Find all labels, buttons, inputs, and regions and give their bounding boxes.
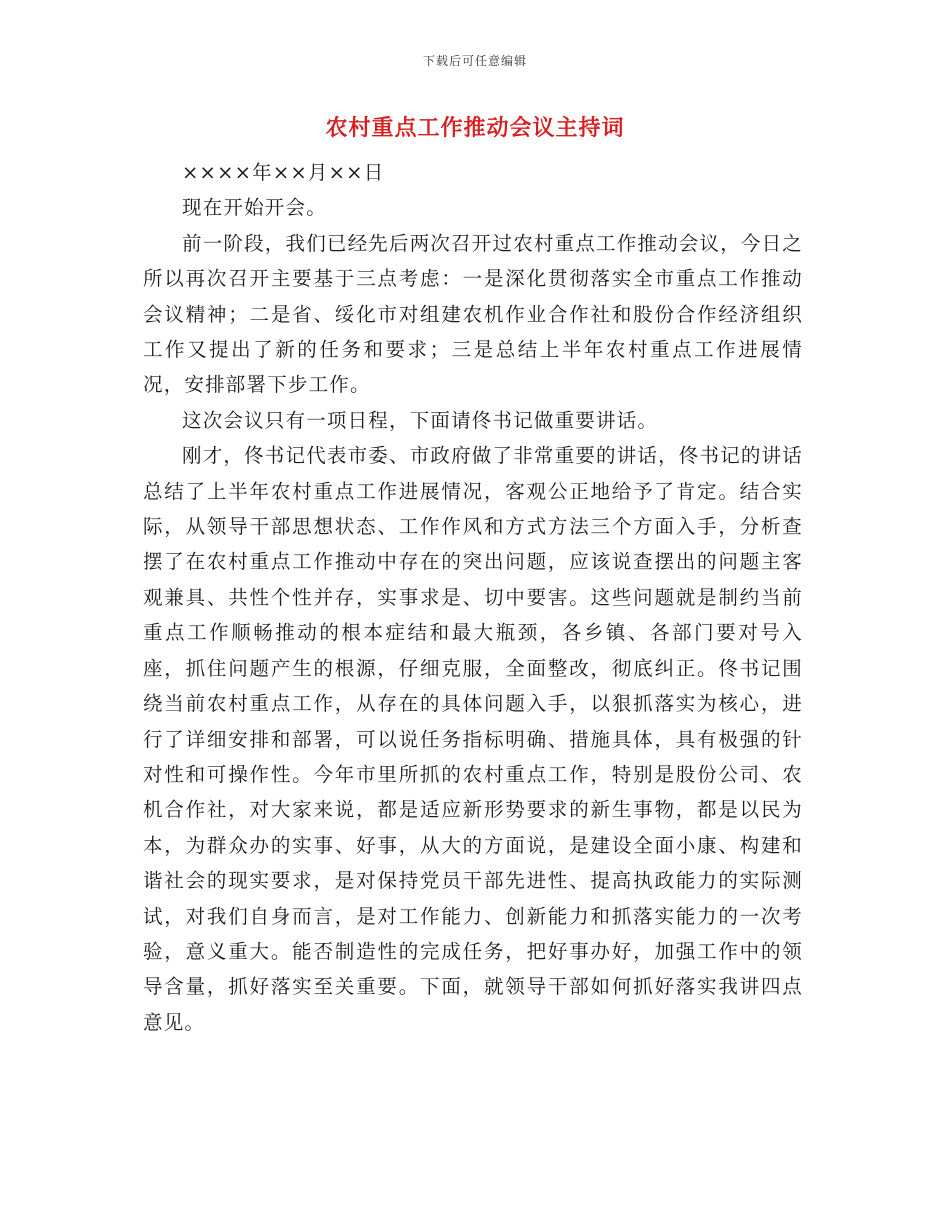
document-title: 农村重点工作推动会议主持词 <box>325 115 625 141</box>
header-note: 下载后可任意编辑 <box>422 54 527 68</box>
document-body <box>143 155 803 1040</box>
paragraph-background: 前一阶段，我们已经先后两次召开过农村重点工作推动会议，今日之所以再次召开主要基于三点考虑：一是深化贯彻落实全市重点工作推动会议精神；二是省、绥化市对组建农机作业合作社和股份合作经济组织工作又提出了新的任务和要求；三是总结上半年农村重点工作进展情况，安排部署下步工作。 <box>143 231 804 397</box>
paragraph-agenda: 这次会议只有一项日程，下面请佟书记做重要讲话。 <box>182 408 659 432</box>
paragraph-summary: 刚才，佟书记代表市委、市政府做了非常重要的讲话，佟书记的讲话总结了上半年农村重点工作进展情况，客观公正地给予了肯定。结合实际，从领导干部思想状态、工作作风和方式方法三个方面入手，分析查摆了在农村重点工作推动中存在的突出问题，应该说查摆出的问题主客观兼具、共性个性并存，实事求是、切中要害。这些问题就是制约当前重点工作顺畅推动的根本症结和最大瓶颈，各乡镇、各部门要对号入座，抓住问题产生的根源，仔细克服，全面整改，彻底纠正。佟书记围绕当前农村重点工作，从存在的具体问题入手，以狠抓落实为核心，进行了详细安排和部署，可以说任务指标明确、措施具体，具有极强的针对性和可操作性。今年市里所抓的农村重点工作，特别是股份公司、农机合作社，对大家来说，都是适应新形势要求的新生事物，都是以民为本，为群众办的实事、好事，从大的方面说，是建设全面小康、构建和谐社会的现实要求，是对保持党员干部先进性、提高执政能力的实际测试，对我们自身而言，是对工作能力、创新能力和抓落实能力的一次考验，意义重大。能否制造性的完成任务，把好事办好，加强工作中的领导含量，抓好落实至关重要。下面，就领导干部如何抓好落实我讲四点意见。 <box>143 444 804 1034</box>
paragraph-opening: 现在开始开会。 <box>182 196 327 220</box>
date-line: ××××年××月××日 <box>182 161 385 184</box>
